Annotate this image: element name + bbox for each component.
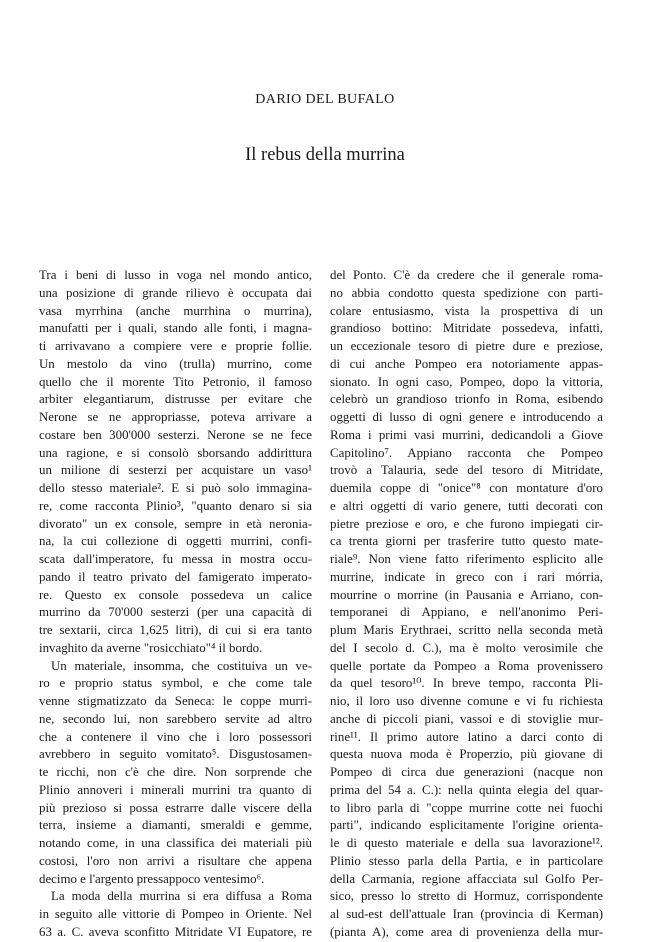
text-line: plum Maris Erythraei, scritto nella seconda metà [330, 623, 603, 637]
text-line: Plinio annoveri i minerali murrini tra quanto di [39, 782, 312, 797]
text-line: ne, secondo lui, non sarebbero servite ad altro [39, 711, 312, 726]
text-line: invaghito da averne "rosicchiato"⁴ il bordo. [39, 640, 263, 655]
text-line: Capitolino⁷. Appiano racconta che Pompeo [330, 445, 603, 460]
text-line: e altri oggetti di vario genere, tutti decorati con [330, 498, 603, 513]
text-line: notando come, in una classifica dei materiali più [39, 836, 312, 850]
text-line: na, la cui collezione di oggetti murrini, confi- [39, 534, 312, 549]
text-line: nio, il loro uso divenne comune e vi fu richiesta [330, 694, 603, 708]
text-line: le di questo materiale e della sua lavorazione¹². [330, 836, 603, 850]
text-line: murrine, indicate in greco con i rari mórria, [330, 569, 603, 584]
text-line: Un mestolo da vino (trulla) murrino, come [39, 356, 312, 371]
text-line: un milione di sesterzi per acquistare un vaso¹ [39, 463, 312, 478]
text-line: anche di piccoli piani, vassoi e di stoviglie mur- [330, 711, 603, 726]
text-line: di cui anche Pompeo era notoriamente appas- [330, 356, 603, 371]
author-name: DARIO DEL BUFALO [255, 92, 395, 107]
text-line: colare entusiasmo, vista la prospettiva di un [330, 303, 603, 318]
body-column-right [330, 267, 603, 942]
text-line: Un materiale, insomma, che costituiva un ve- [51, 658, 312, 673]
text-line: dello stesso materiale². E si può solo immagina- [39, 481, 312, 495]
text-line: da quel tesoro¹⁰. In breve tempo, racconta Pli- [330, 676, 603, 691]
text-line: avrebbero in seguito vomitato⁵. Disgustosamen- [39, 747, 312, 762]
text-line: to libro parla di "coppe murrine cotte nei fuochi [330, 800, 603, 815]
text-line: tre sextarii, circa 1,625 litri), di cui si era tanto [39, 623, 312, 637]
text-line: in seguito alle vittorie di Pompeo in Oriente. Nel [39, 907, 312, 921]
text-line: celebrò un grandioso trionfo in Roma, esibendo [330, 392, 603, 407]
text-line: no abbia condotto questa spedizione con parti- [330, 285, 603, 300]
text-line: 63 a. C. aveva sconfitto Mitridate VI Eupatore, re [39, 924, 312, 939]
text-line: temporanei di Appiano, e nell'anonimo Peri- [330, 605, 603, 620]
text-line: (pianta A), come area di provenienza della mur- [330, 924, 603, 939]
text-line: parti", indicando esplicitamente l'origine orienta- [330, 818, 603, 833]
text-line: divorato" un ex console, sempre in età neroniа- [39, 516, 312, 531]
text-line: del I secolo d. C.), ma è molto verosimile che [330, 640, 603, 655]
text-line: arbiter elegantiarum, distrusse per evitare che [39, 392, 312, 407]
text-line: costare ben 300'000 sesterzi. Nerone se ne fece [39, 427, 312, 442]
text-line: rine¹¹. Il primo autore latino a darci conto di [330, 729, 603, 744]
text-line: mourrine o morrine (in Pausania e Arriano, con- [330, 587, 603, 602]
text-line: duemila coppe di "onice"⁸ con montature d'oro [330, 481, 603, 495]
text-line: una ragione, e si consolò sborsando addirittura [39, 445, 312, 460]
text-line: costosi, l'oro non arrivi a risultare che appena [39, 853, 312, 868]
text-line: murrino da 70'000 sesterzi (per una capacità di [39, 605, 312, 620]
text-line: ti arrivavano a compiere vere e proprie follie. [39, 339, 312, 353]
article-title: Il rebus della murrina [245, 145, 405, 165]
text-line: pietre preziose e oro, e che furono impiegati cir- [330, 516, 603, 531]
text-line: Pompeo di circa due generazioni (nacque non [330, 765, 603, 779]
text-line: ca trenta giorni per trasferire tutto questo mate- [330, 534, 603, 549]
text-line: sionato. In ogni caso, Pompeo, dopo la vittoria, [330, 374, 603, 389]
text-line: venne stigmatizzato da Seneca: le coppe murri- [39, 694, 312, 708]
text-line: manufatti per i quali, stando alle fonti, i magna- [39, 321, 312, 336]
text-line: terra, insieme a diamanti, smeraldi e gemme, [39, 818, 312, 833]
text-line: re, come racconta Plinio³, "quanto denaro si sia [39, 498, 312, 513]
text-line: che a contenere il vino che i loro possessori [39, 729, 312, 744]
text-line: prima del 54 a. C.): nella quinta elegia del quar- [330, 782, 603, 797]
text-line: più prezioso si possa estrarre dalle viscere della [39, 800, 312, 815]
body-column-left [39, 267, 312, 942]
text-line: re. Questo ex console possedeva un calice [39, 587, 312, 602]
text-line: al sud-est dell'attuale Iran (provincia di Kerman) [330, 907, 603, 921]
text-line: un eccezionale tesoro di pietre dure e preziose, [330, 339, 603, 353]
text-line: del Ponto. C'è da credere che il generale roma- [330, 268, 603, 282]
text-line: La moda della murrina si era diffusa a Roma [51, 889, 312, 904]
text-line: scata dall'imperatore, fu messa in mostra occu- [39, 552, 312, 566]
text-line: pando il teatro privato del famigerato imperato- [39, 569, 312, 584]
text-line: questa nuova moda è Properzio, più giovane di [330, 747, 603, 762]
text-line: sico, presso lo stretto di Hormuz, corrispondente [330, 889, 603, 904]
text-line: quello che il morente Tito Petronio, il famoso [39, 374, 312, 389]
text-line: Nerone se ne appropriasse, poteva arrivare a [39, 410, 312, 424]
text-line: oggetti di lusso di ogni genere e introducendo a [330, 410, 603, 424]
text-line: riale⁹. Non viene fatto riferimento esplicito alle [330, 552, 603, 566]
text-line: decimo e l'argento pressappoco ventesimo⁶. [39, 871, 265, 886]
text-line: te ricchi, non c'è che dire. Non sorprende che [39, 765, 312, 779]
text-line: Plinio stesso parla della Partia, e in particolare [330, 853, 603, 868]
text-line: della Carmania, regione affacciata sul Golfo Per- [330, 871, 603, 886]
text-line: trovò a Talauria, sede del tesoro di Mitridate, [330, 463, 603, 478]
text-line: ro e proprio status symbol, e che come tale [39, 676, 312, 691]
text-line: grandioso bottino: Mitridate possedeva, infatti, [330, 321, 603, 336]
text-line: una posizione di grande rilievo è occupata dai [39, 285, 312, 300]
text-line: vasa myrrhina (anche murrhina o murrina), [39, 303, 312, 318]
text-line: quelle portate da Pompeo a Roma provenissero [330, 658, 603, 673]
text-line: Roma i primi vasi murrini, dedicandoli a Giove [330, 427, 603, 442]
text-line: Tra i beni di lusso in voga nel mondo antico, [39, 268, 312, 282]
